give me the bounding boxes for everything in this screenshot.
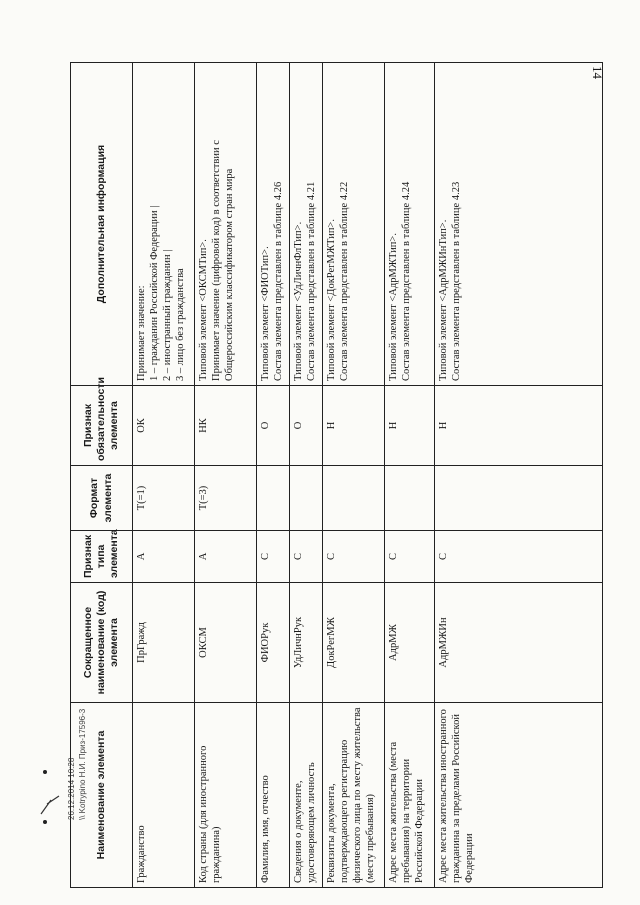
table-row xyxy=(290,63,323,888)
cell-code: АдрМЖИн xyxy=(435,583,603,703)
cell-required: О xyxy=(257,386,290,466)
cell-format xyxy=(257,466,290,531)
cell-name: Адрес места жительства иностранного гражданина за пределами Российской Федерации xyxy=(435,703,603,888)
cell-type: А xyxy=(195,531,257,583)
cell-info: Принимает значение: 1 – гражданин Российской Федерации | 2 – иностранный гражданин | 3 – лицо без гражданства xyxy=(133,63,195,386)
header-element-type: Признак типа элемента xyxy=(71,531,133,583)
header-element-required: Признак обязательности элемента xyxy=(71,386,133,466)
punch-dot xyxy=(43,820,47,824)
cell-code: УдЛичнРук xyxy=(290,583,323,703)
cell-required: О xyxy=(290,386,323,466)
cell-info: Типовой элемент <ДокРегМЖТип>. Состав элемента представлен в таблице 4.22 xyxy=(323,63,385,386)
cell-info: Типовой элемент <ФИОТип>. Состав элемента представлен в таблице 4.26 xyxy=(257,63,290,386)
cell-type: С xyxy=(435,531,603,583)
header-additional-info: Дополнительная информация xyxy=(71,63,133,386)
cell-required: Н xyxy=(323,386,385,466)
cell-name: Код страны (для иностранного гражданина) xyxy=(195,703,257,888)
cell-name: Адрес места жительства (места пребывания) на территории Российской Федерации xyxy=(385,703,435,888)
header-element-code: Сокращенное наименование (код) элемента xyxy=(71,583,133,703)
cell-type: С xyxy=(290,531,323,583)
cell-code: ПрГражд xyxy=(133,583,195,703)
rotated-table-wrapper xyxy=(70,63,603,888)
cell-name: Гражданство xyxy=(133,703,195,888)
cell-code: АдрМЖ xyxy=(385,583,435,703)
punch-dot xyxy=(43,770,47,774)
cell-type: С xyxy=(323,531,385,583)
stamp-datetime: 26.12.2014 10:28 xyxy=(67,757,76,820)
cell-name: Сведения о документе, удостоверяющем личность xyxy=(290,703,323,888)
page-number: 14 xyxy=(590,66,605,79)
cell-format xyxy=(323,466,385,531)
cell-code: ДокРегМЖ xyxy=(323,583,385,703)
cell-info: Типовой элемент <АдрМЖТип>. Состав элемента представлен в таблице 4.24 xyxy=(385,63,435,386)
cell-info: Типовой элемент <АдрМЖИнТип>. Состав элемента представлен в таблице 4.23 xyxy=(435,63,603,386)
pen-mark xyxy=(35,790,65,820)
cell-code: ОКСМ xyxy=(195,583,257,703)
cell-name: Реквизиты документа, подтверждающего регистрацию физического лица по месту жительства (месту пребывания) xyxy=(323,703,385,888)
cell-name: Фамилия, имя, отчество xyxy=(257,703,290,888)
table-row xyxy=(385,63,435,888)
cell-info: Типовой элемент <УдЛичнФлТип>. Состав элемента представлен в таблице 4.21 xyxy=(290,63,323,386)
cell-format xyxy=(385,466,435,531)
header-element-format: Формат элемента xyxy=(71,466,133,531)
cell-format: Т(=1) xyxy=(133,466,195,531)
cell-info: Типовой элемент <ОКСМТип>. Принимает значение (цифровой код) в соответствии с Общероссийским классификатором стран мира xyxy=(195,63,257,386)
header-element-name: Наименование элемента xyxy=(71,703,133,888)
table-row xyxy=(195,63,257,888)
cell-type: С xyxy=(257,531,290,583)
table-row xyxy=(435,63,603,888)
stamp-author: \\ Kotrypino Н.И. Приз-17596-3 xyxy=(77,708,87,820)
cell-code: ФИОРук xyxy=(257,583,290,703)
cell-type: А xyxy=(133,531,195,583)
cell-format xyxy=(290,466,323,531)
table-row xyxy=(257,63,290,888)
elements-table xyxy=(70,62,603,888)
cell-required: Н xyxy=(385,386,435,466)
table-row xyxy=(133,63,195,888)
cell-format xyxy=(435,466,603,531)
cell-required: НК xyxy=(195,386,257,466)
cell-type: С xyxy=(385,531,435,583)
table-row xyxy=(323,63,385,888)
cell-required: Н xyxy=(435,386,603,466)
cell-format: Т(=3) xyxy=(195,466,257,531)
table-header-row xyxy=(71,63,133,888)
cell-required: ОК xyxy=(133,386,195,466)
